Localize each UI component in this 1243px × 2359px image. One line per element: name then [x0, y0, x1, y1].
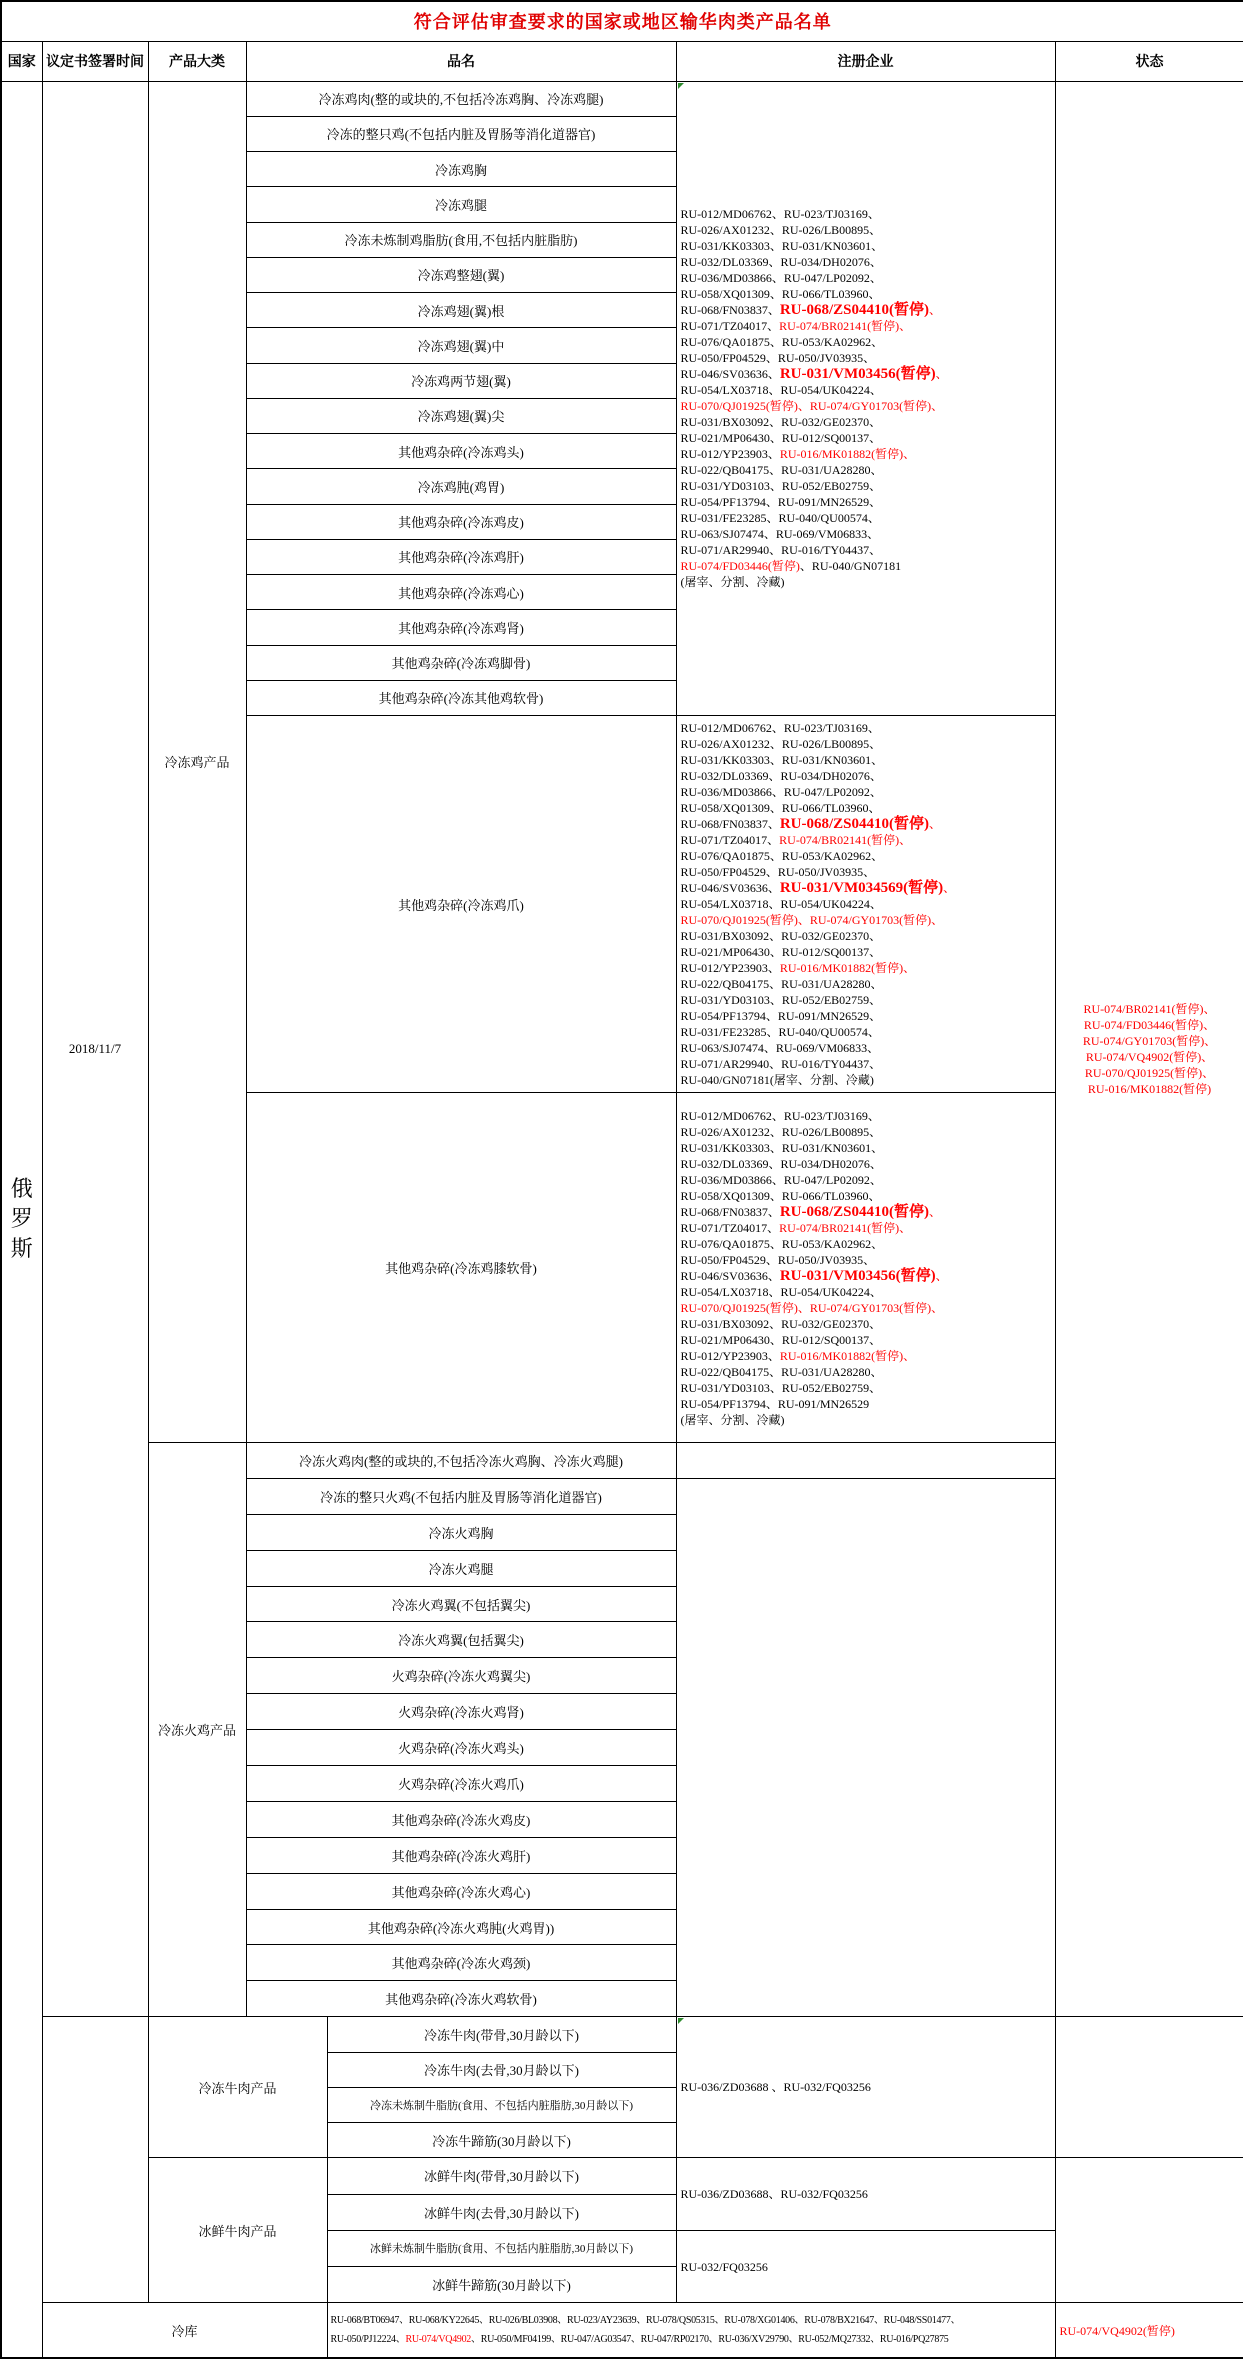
header-category: 产品大类	[148, 41, 246, 81]
enterprise-line: RU-054/PF13794、RU-091/MN26529、	[680, 495, 882, 510]
product-name-cell: 其他鸡杂碎(冷冻鸡膝软骨)	[246, 1093, 676, 1443]
status-line: RU-016/MK01882(暂停)	[1087, 1081, 1212, 1096]
protocol-date-cell: 2018/11/7	[42, 81, 148, 2017]
enterprise-line: RU-012/YP23903、RU-016/MK01882(暂停)、	[680, 447, 916, 462]
status-cell-beef	[1055, 2017, 1243, 2158]
product-name-cell: 火鸡杂碎(冷冻火鸡爪)	[246, 1766, 676, 1802]
enterprise-line: RU-050/FP04529、RU-050/JV03935、	[680, 351, 876, 366]
product-name-cell: 冰鲜牛蹄筋(30月龄以下)	[327, 2267, 676, 2303]
enterprise-line: RU-032/DL03369、RU-034/DH02076、	[680, 769, 882, 783]
product-name-cell: 其他鸡杂碎(冷冻鸡皮)	[246, 504, 676, 539]
product-name-cell: 冷冻鸡翅(翼)根	[246, 293, 676, 328]
product-name-cell: 其他鸡杂碎(冷冻火鸡肝)	[246, 1837, 676, 1873]
page-title: 符合评估审查要求的国家或地区输华肉类产品名单	[1, 1, 1243, 41]
enterprise-line: RU-021/MP06430、RU-012/SQ00137、	[680, 1332, 882, 1347]
table-row	[1, 81, 1243, 116]
product-name-cell: 其他鸡杂碎(冷冻火鸡软骨)	[246, 1981, 676, 2017]
enterprise-line: RU-031/FE23285、RU-040/QU00574、	[680, 511, 880, 526]
enterprise-line: RU-076/QA01875、RU-053/KA02962、	[680, 849, 884, 863]
enterprise-line: RU-032/DL03369、RU-034/DH02076、	[680, 1156, 882, 1171]
product-name-cell: 冷冻火鸡翼(包括翼尖)	[246, 1622, 676, 1658]
product-name-cell: 冷冻鸡腿	[246, 187, 676, 222]
enterprise-line: RU-031/YD03103、RU-052/EB02759、	[680, 479, 882, 494]
product-name-cell: 冷冻牛肉(去骨,30月龄以下)	[327, 2052, 676, 2087]
enterprise-line: RU-054/LX03718、RU-054/UK04224、	[680, 383, 882, 398]
table-row	[1, 2017, 1243, 2052]
enterprise-line: RU-036/MD03866、RU-047/LP02092、	[680, 271, 882, 286]
country-cell: 俄罗斯	[1, 81, 42, 2358]
header-status: 状态	[1055, 41, 1243, 81]
product-name-cell: 其他鸡杂碎(冷冻其他鸡软骨)	[246, 680, 676, 715]
enterprise-line: RU-058/XQ01309、RU-066/TL03960、	[680, 1188, 881, 1203]
enterprise-line: RU-071/TZ04017、RU-074/BR02141(暂停)、	[680, 833, 912, 847]
product-name-cell: 冷冻的整只鸡(不包括内脏及胃肠等消化道器官)	[246, 116, 676, 151]
product-name-cell: 冷冻火鸡胸	[246, 1514, 676, 1550]
enterprise-line: RU-012/MD06762、RU-023/TJ03169、	[680, 721, 880, 735]
header-country: 国家	[1, 41, 42, 81]
header-protocol-date: 议定书签署时间	[42, 41, 148, 81]
enterprise-cell-cold-storage	[327, 2303, 1055, 2358]
category-cell-chilled-beef: 冰鲜牛肉产品	[148, 2158, 327, 2303]
enterprise-line: RU-063/SJ07474、RU-069/VM06833、	[680, 527, 880, 542]
enterprise-line: (屠宰、分割、冷藏)	[680, 575, 785, 590]
product-name-cell: 冷冻鸡肫(鸡胃)	[246, 469, 676, 504]
product-name-cell: 冷冻火鸡肉(整的或块的,不包括冷冻火鸡胸、冷冻火鸡腿)	[246, 1443, 676, 1479]
enterprise-line: RU-071/TZ04017、RU-074/BR02141(暂停)、	[680, 319, 912, 334]
enterprise-line: RU-046/SV03636、RU-031/VM03456(暂停)、	[680, 1267, 948, 1284]
table-row	[1, 2158, 1243, 2194]
product-name-cell: 其他鸡杂碎(冷冻鸡头)	[246, 434, 676, 469]
enterprise-line: RU-068/BT06947、RU-068/KY22645、RU-026/BL03908、RU-023/AY23639、RU-078/QS05315、RU-078/XG01406、RU-078/BX21647、RU-048/SS01477、	[330, 2315, 961, 2326]
enterprise-cell-chicken-feet	[676, 716, 1055, 1093]
enterprise-line: RU-012/MD06762、RU-023/TJ03169、	[680, 207, 880, 222]
enterprise-line: RU-076/QA01875、RU-053/KA02962、	[680, 335, 884, 350]
enterprise-line: RU-012/YP23903、RU-016/MK01882(暂停)、	[680, 1348, 916, 1363]
product-name-cell: 其他鸡杂碎(冷冻火鸡肫(火鸡胃))	[246, 1909, 676, 1945]
enterprise-line: RU-040/GN07181(屠宰、分割、冷藏)	[680, 1073, 874, 1087]
status-cell-poultry	[1055, 81, 1243, 2017]
header-product-name: 品名	[246, 41, 676, 81]
product-name-cell: 冷冻未炼制牛脂肪(食用、不包括内脏脂肪,30月龄以下)	[327, 2087, 676, 2122]
product-name-cell: 其他鸡杂碎(冷冻鸡爪)	[246, 716, 676, 1093]
category-cell-frozen-turkey: 冷冻火鸡产品	[148, 1443, 246, 2017]
enterprise-line: RU-071/AR29940、RU-016/TY04437、	[680, 543, 882, 558]
category-cell-frozen-beef: 冷冻牛肉产品	[148, 2017, 327, 2158]
enterprise-cell-chilled-meat	[676, 2158, 1055, 2231]
enterprise-cell-beef	[676, 2017, 1055, 2158]
product-name-cell: 冷冻鸡两节翅(翼)	[246, 363, 676, 398]
enterprise-line: RU-050/FP04529、RU-050/JV03935、	[680, 1252, 876, 1267]
category-cell-frozen-chicken: 冷冻鸡产品	[148, 81, 246, 1443]
product-name-cell: 其他鸡杂碎(冷冻鸡肝)	[246, 539, 676, 574]
enterprise-line: RU-076/QA01875、RU-053/KA02962、	[680, 1236, 884, 1251]
product-name-cell: 其他鸡杂碎(冷冻火鸡皮)	[246, 1801, 676, 1837]
table-row	[1, 2303, 1243, 2358]
enterprise-line: RU-063/SJ07474、RU-069/VM06833、	[680, 1041, 880, 1055]
enterprise-line: RU-054/LX03718、RU-054/UK04224、	[680, 1284, 882, 1299]
enterprise-line: RU-026/AX01232、RU-026/LB00895、	[680, 1124, 882, 1139]
enterprise-line: RU-070/QJ01925(暂停)、RU-074/GY01703(暂停)、	[680, 1300, 944, 1315]
product-name-cell: 冷冻鸡翅(翼)尖	[246, 398, 676, 433]
product-name-cell: 其他鸡杂碎(冷冻鸡心)	[246, 575, 676, 610]
enterprise-line: RU-031/YD03103、RU-052/EB02759、	[680, 1380, 882, 1395]
status-line: RU-074/VQ4902(暂停)、	[1085, 1049, 1214, 1064]
enterprise-cell-chicken-cartilage	[676, 1093, 1055, 1443]
product-name-cell: 其他鸡杂碎(冷冻火鸡颈)	[246, 1945, 676, 1981]
enterprise-line: RU-032/DL03369、RU-034/DH02076、	[680, 255, 882, 270]
product-name-cell: 冷冻牛蹄筋(30月龄以下)	[327, 2123, 676, 2158]
enterprise-line: RU-031/BX03092、RU-032/GE02370、	[680, 929, 882, 943]
product-name-cell: 冷冻牛肉(带骨,30月龄以下)	[327, 2017, 676, 2052]
product-name-cell: 冰鲜牛肉(带骨,30月龄以下)	[327, 2158, 676, 2194]
product-name-cell: 火鸡杂碎(冷冻火鸡头)	[246, 1730, 676, 1766]
enterprise-line: RU-068/FN03837、RU-068/ZS04410(暂停)、	[680, 816, 942, 832]
product-name-cell: 冷冻鸡肉(整的或块的,不包括冷冻鸡胸、冷冻鸡腿)	[246, 81, 676, 116]
enterprise-line: RU-036/MD03866、RU-047/LP02092、	[680, 1172, 882, 1187]
product-name-cell: 冰鲜牛肉(去骨,30月龄以下)	[327, 2194, 676, 2230]
status-line: RU-074/FD03446(暂停)、	[1083, 1017, 1216, 1032]
enterprise-line: RU-022/QB04175、RU-031/UA28280、	[680, 977, 883, 991]
protocol-date-empty-cell	[42, 2017, 148, 2303]
enterprise-line: RU-026/AX01232、RU-026/LB00895、	[680, 223, 882, 238]
product-name-cell: 其他鸡杂碎(冷冻鸡脚骨)	[246, 645, 676, 680]
enterprise-line: RU-031/BX03092、RU-032/GE02370、	[680, 1316, 882, 1331]
product-name-cell: 冰鲜未炼制牛脂肪(食用、不包括内脏脂肪,30月龄以下)	[327, 2230, 676, 2266]
enterprise-line: RU-031/KK03303、RU-031/KN03601、	[680, 753, 884, 767]
product-name-cell: 冷冻鸡胸	[246, 152, 676, 187]
enterprise-line: RU-031/YD03103、RU-052/EB02759、	[680, 993, 882, 1007]
status-cell-cold-storage: RU-074/VQ4902(暂停)	[1055, 2303, 1243, 2358]
product-name-cell: 冷冻鸡整翅(翼)	[246, 257, 676, 292]
enterprise-line: RU-058/XQ01309、RU-066/TL03960、	[680, 801, 881, 815]
enterprise-line: RU-026/AX01232、RU-026/LB00895、	[680, 737, 882, 751]
enterprise-line: RU-036/ZD03688 、RU-032/FQ03256	[680, 2080, 871, 2095]
table-row	[1, 41, 1243, 81]
enterprise-line: RU-050/PJ12224、RU-074/VQ4902、RU-050/MF04199、RU-047/AG03547、RU-047/RP02170、RU-036/XV29790、RU-052/MQ27332、RU-016/PQ27875	[330, 2334, 949, 2345]
enterprise-line: RU-054/PF13794、RU-091/MN26529、	[680, 1009, 882, 1023]
enterprise-line: RU-054/PF13794、RU-091/MN26529	[680, 1396, 870, 1411]
enterprise-line: (屠宰、分割、冷藏)	[680, 1412, 785, 1427]
enterprise-cell-chilled-other	[676, 2230, 1055, 2303]
status-line: RU-070/QJ01925(暂停)、	[1084, 1065, 1215, 1080]
enterprise-line: RU-032/FQ03256	[680, 2259, 768, 2274]
status-line: RU-074/BR02141(暂停)、	[1083, 1001, 1216, 1016]
enterprise-line: RU-071/TZ04017、RU-074/BR02141(暂停)、	[680, 1220, 912, 1235]
product-name-cell: 冷冻火鸡翼(不包括翼尖)	[246, 1586, 676, 1622]
enterprise-line: RU-071/AR29940、RU-016/TY04437、	[680, 1057, 882, 1071]
status-cell-chilled	[1055, 2158, 1243, 2303]
product-name-cell: 火鸡杂碎(冷冻火鸡肾)	[246, 1694, 676, 1730]
enterprise-line: RU-058/XQ01309、RU-066/TL03960、	[680, 287, 881, 302]
enterprise-line: RU-036/ZD03688、RU-032/FQ03256	[680, 2187, 868, 2201]
product-name-cell: 火鸡杂碎(冷冻火鸡翼尖)	[246, 1658, 676, 1694]
enterprise-line: RU-021/MP06430、RU-012/SQ00137、	[680, 431, 882, 446]
enterprise-line: RU-054/LX03718、RU-054/UK04224、	[680, 897, 882, 911]
table-row	[1, 1, 1243, 41]
product-name-cell: 冷冻火鸡腿	[246, 1550, 676, 1586]
product-name-cell: 冷冻鸡翅(翼)中	[246, 328, 676, 363]
enterprise-line: RU-036/MD03866、RU-047/LP02092、	[680, 785, 882, 799]
enterprise-line: RU-031/FE23285、RU-040/QU00574、	[680, 1025, 880, 1039]
enterprise-line: RU-031/KK03303、RU-031/KN03601、	[680, 1140, 884, 1155]
category-cell-cold-storage: 冷库	[42, 2303, 327, 2358]
header-enterprise: 注册企业	[676, 41, 1055, 81]
enterprise-line: RU-046/SV03636、RU-031/VM03456(暂停)、	[680, 366, 948, 383]
enterprise-line: RU-031/KK03303、RU-031/KN03601、	[680, 239, 884, 254]
enterprise-line: RU-021/MP06430、RU-012/SQ00137、	[680, 945, 882, 959]
enterprise-line: RU-022/QB04175、RU-031/UA28280、	[680, 463, 883, 478]
enterprise-line: RU-050/FP04529、RU-050/JV03935、	[680, 865, 876, 879]
product-name-cell: 其他鸡杂碎(冷冻火鸡心)	[246, 1873, 676, 1909]
enterprise-line: RU-022/QB04175、RU-031/UA28280、	[680, 1364, 883, 1379]
product-name-cell: 其他鸡杂碎(冷冻鸡肾)	[246, 610, 676, 645]
enterprise-line: RU-012/MD06762、RU-023/TJ03169、	[680, 1108, 880, 1123]
enterprise-line: RU-070/QJ01925(暂停)、RU-074/GY01703(暂停)、	[680, 399, 944, 414]
product-name-cell: 冷冻未炼制鸡脂肪(食用,不包括内脏脂肪)	[246, 222, 676, 257]
enterprise-line: RU-068/FN03837、RU-068/ZS04410(暂停)、	[680, 1203, 942, 1220]
product-name-cell: 冷冻的整只火鸡(不包括内脏及胃肠等消化道器官)	[246, 1478, 676, 1514]
enterprise-line: RU-070/QJ01925(暂停)、RU-074/GY01703(暂停)、	[680, 913, 944, 927]
enterprise-line: RU-068/FN03837、RU-068/ZS04410(暂停)、	[680, 302, 942, 319]
status-line: RU-074/GY01703(暂停)、	[1082, 1033, 1217, 1048]
enterprise-cell-chicken-main	[676, 81, 1055, 716]
enterprise-line: RU-074/FD03446(暂停)、RU-040/GN07181	[680, 559, 902, 574]
enterprise-line: RU-046/SV03636、RU-031/VM034569(暂停)、	[680, 880, 956, 896]
cell	[676, 1443, 1055, 1479]
enterprise-line: RU-031/BX03092、RU-032/GE02370、	[680, 415, 882, 430]
enterprise-line: RU-012/YP23903、RU-016/MK01882(暂停)、	[680, 961, 916, 975]
